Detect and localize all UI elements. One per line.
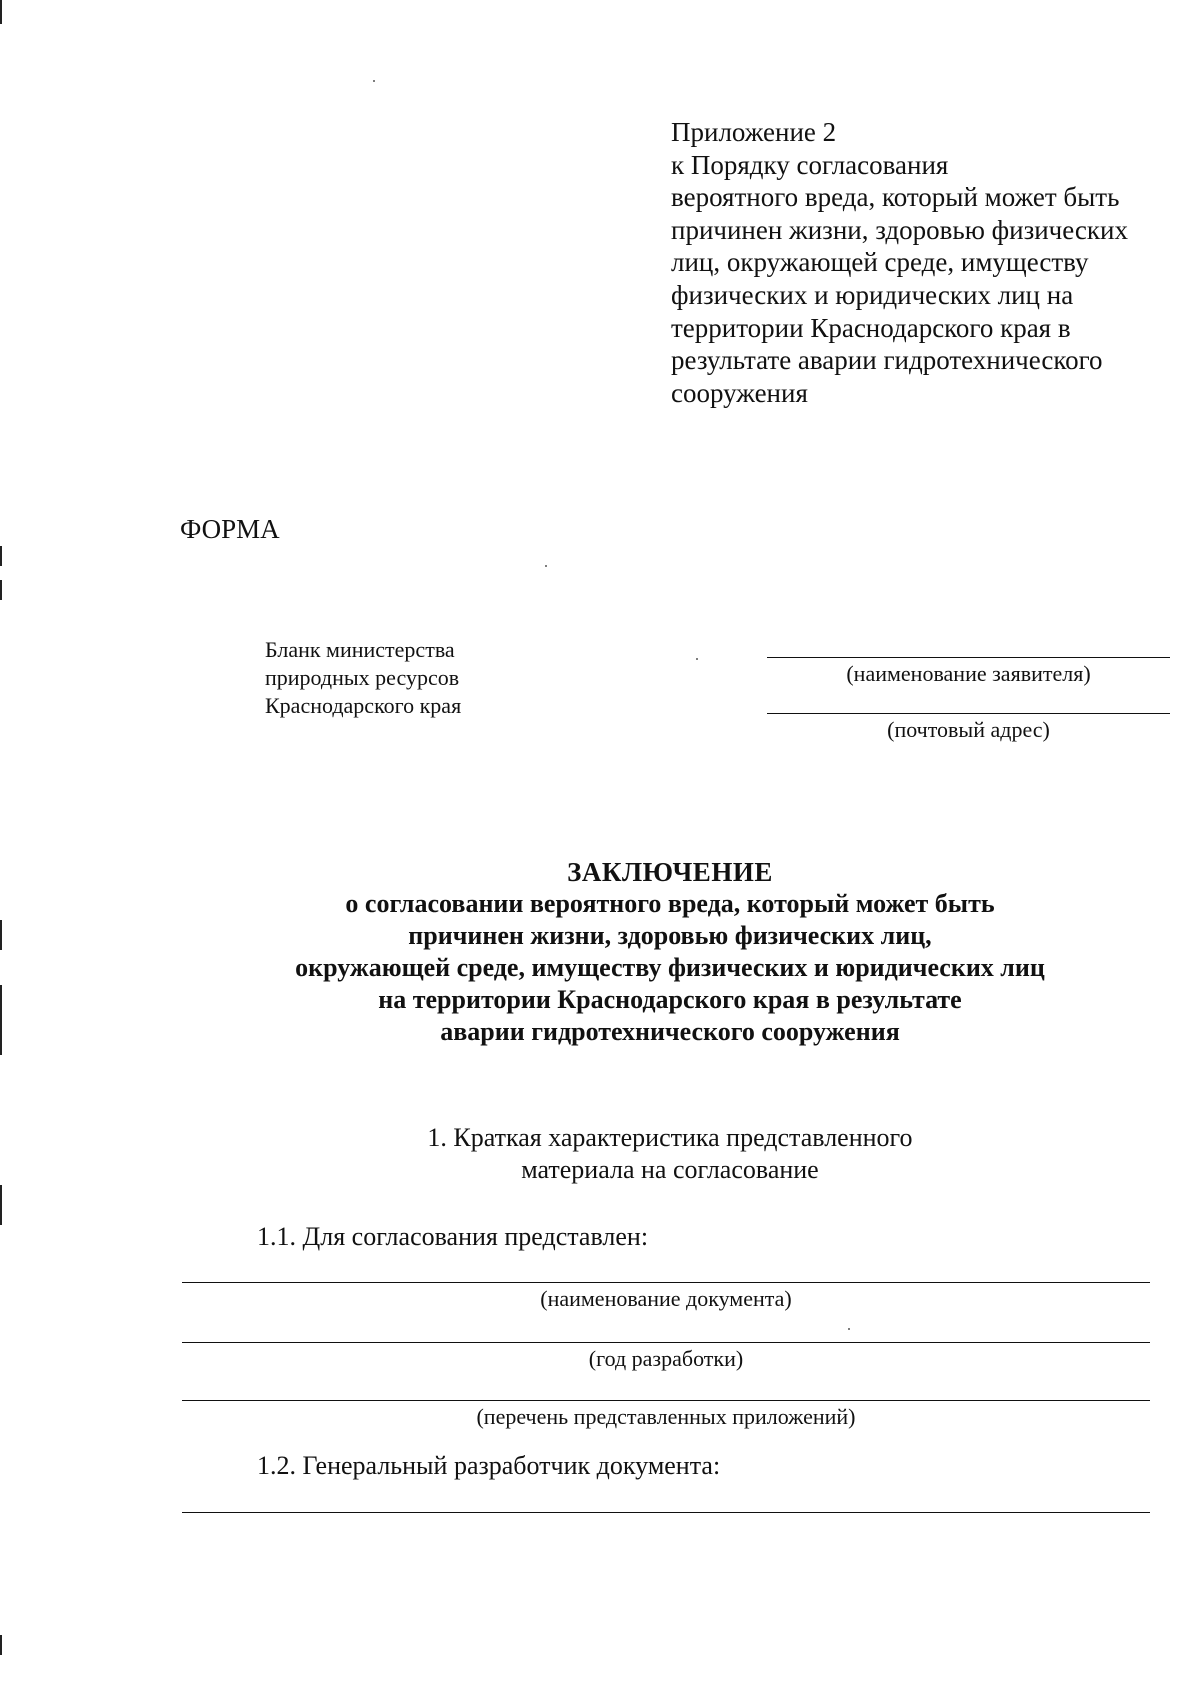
development-year-caption: (год разработки) [588, 1346, 744, 1371]
scan-speck [373, 80, 375, 82]
form-label: ФОРМА [180, 514, 280, 544]
section-1-heading [300, 1122, 1040, 1186]
attachments-list-line[interactable] [182, 1400, 1150, 1401]
annex-line: Приложение 2 [671, 117, 837, 147]
annex-line: причинен жизни, здоровью физических [671, 214, 1128, 245]
title-subtitle-line: на территории Краснодарского края в результате [378, 985, 962, 1014]
scan-artifact [0, 546, 2, 566]
postal-address-line[interactable] [767, 713, 1170, 714]
annex-line: территории Краснодарского края в [671, 312, 1071, 343]
letterhead-block [265, 636, 461, 720]
attachments-list-caption: (перечень представленных приложений) [476, 1404, 856, 1429]
document-title [200, 856, 1140, 1048]
letterhead-line: Краснодарского края [265, 693, 462, 718]
general-developer-line[interactable] [182, 1512, 1150, 1513]
scan-artifact [0, 920, 2, 950]
scan-artifact [0, 0, 2, 24]
title-subtitle-line: о согласовании вероятного вреда, который может быть [345, 889, 995, 918]
scan-speck [696, 658, 698, 660]
scan-artifact [0, 580, 2, 600]
section-heading-line: 1. Краткая характеристика представленного [427, 1123, 913, 1152]
annex-line: сооружения [671, 377, 808, 408]
title-subtitle-line: причинен жизни, здоровью физических лиц, [408, 921, 932, 950]
annex-line: к Порядку согласования [671, 149, 949, 180]
postal-address-caption: (почтовый адрес) [887, 717, 1050, 742]
document-name-line[interactable] [182, 1282, 1150, 1283]
letterhead-line: природных ресурсов [265, 665, 460, 690]
development-year-line[interactable] [182, 1342, 1150, 1343]
scan-artifact [0, 985, 2, 1055]
annex-line: результате аварии гидротехнического [671, 345, 1103, 376]
title-subtitle-line: окружающей среде, имуществу физических и юридических лиц [295, 953, 1045, 982]
item-1-1: 1.1. Для согласования представлен: [257, 1222, 649, 1251]
item-1-2: 1.2. Генеральный разработчик документа: [257, 1451, 721, 1480]
title-subtitle-line: аварии гидротехнического сооружения [440, 1017, 900, 1046]
annex-line: физических и юридических лиц на [671, 279, 1074, 310]
scan-artifact [0, 1185, 2, 1225]
annex-line: лиц, окружающей среде, имуществу [671, 247, 1089, 278]
annex-line: вероятного вреда, который может быть [671, 182, 1120, 213]
document-name-caption: (наименование документа) [540, 1286, 792, 1311]
letterhead-line: Бланк министерства [265, 637, 455, 662]
section-heading-line: материала на согласование [521, 1155, 819, 1184]
annex-reference [671, 116, 1191, 409]
scan-speck [848, 1328, 850, 1330]
scan-artifact [0, 1635, 2, 1655]
applicant-name-caption: (наименование заявителя) [846, 661, 1091, 686]
title-main: ЗАКЛЮЧЕНИЕ [567, 857, 773, 887]
scan-speck [545, 565, 547, 567]
applicant-name-line[interactable] [767, 657, 1170, 658]
